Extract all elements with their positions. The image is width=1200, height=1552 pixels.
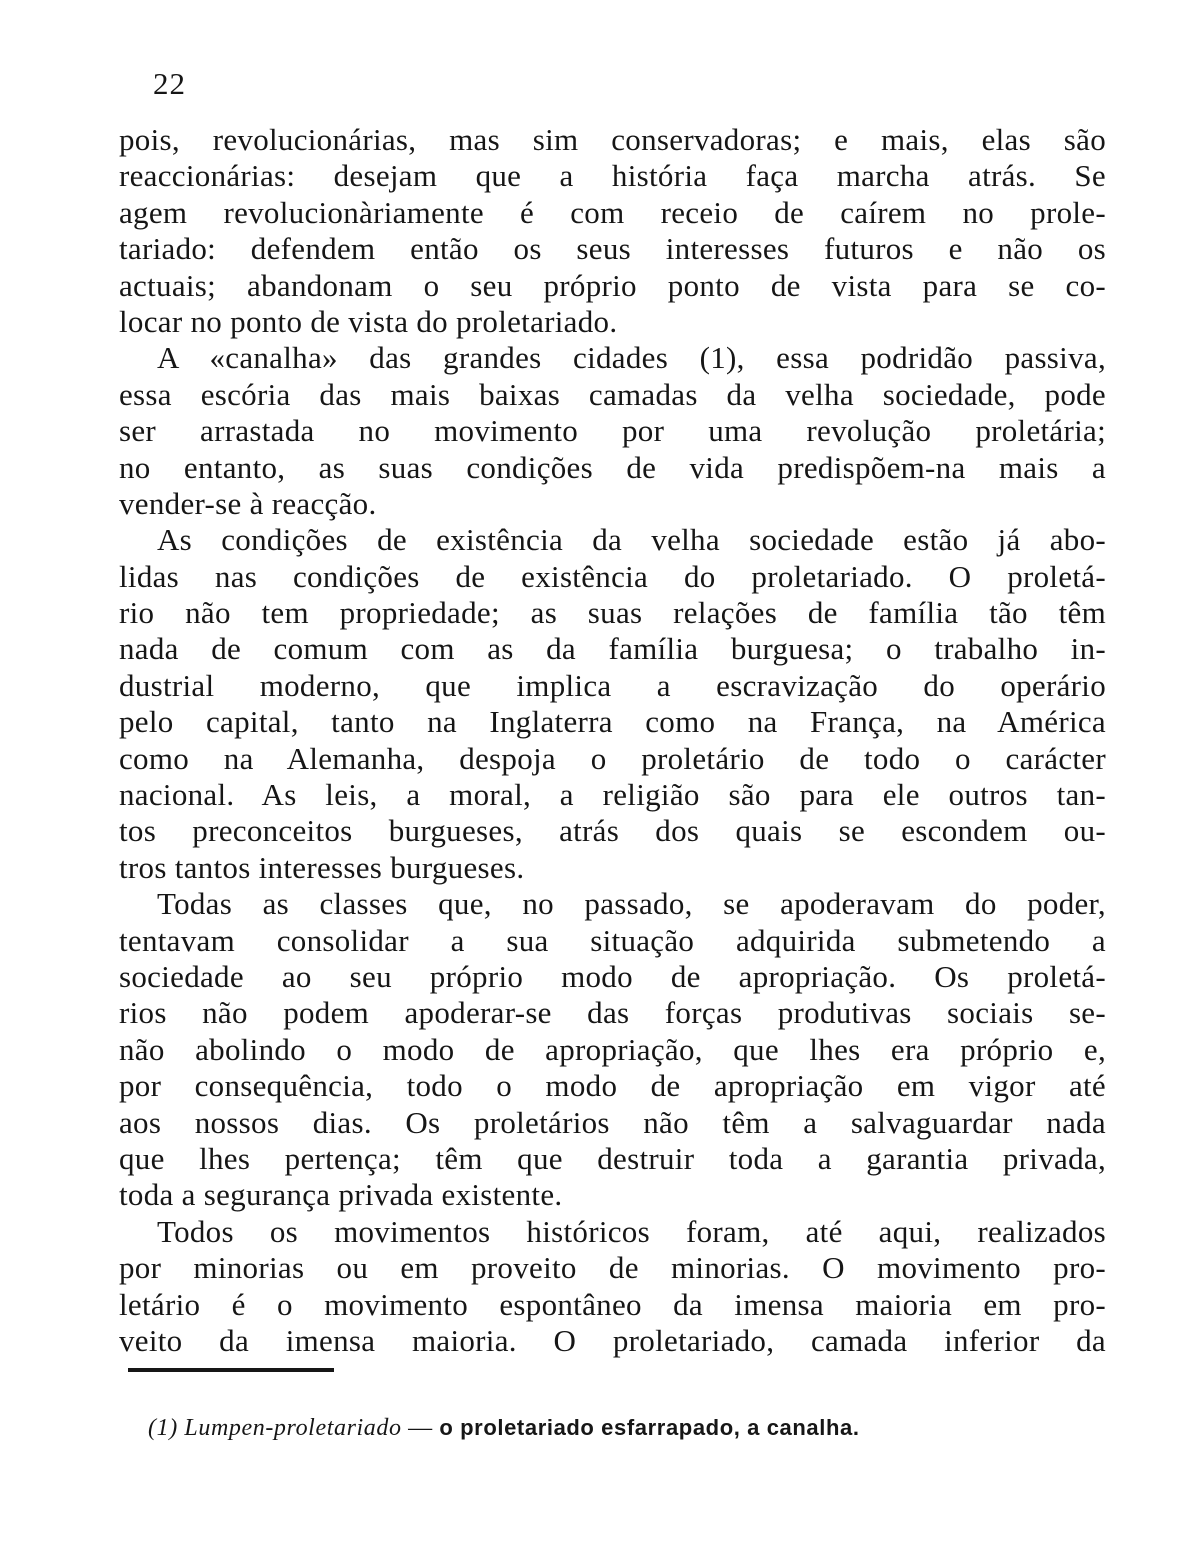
text-line: aos nossos dias. Os proletários não têm a salvaguardar nada bbox=[119, 1104, 1106, 1140]
text-line: reaccionárias: desejam que a história faça marcha atrás. Se bbox=[119, 158, 1106, 194]
text-line: As condições de existência da velha sociedade estão já abo- bbox=[157, 522, 1106, 558]
text-line: rio não tem propriedade; as suas relações de família tão têm bbox=[119, 595, 1106, 631]
text-line: pois, revolucionárias, mas sim conservadoras; e mais, elas são bbox=[119, 122, 1106, 157]
text-line: tros tantos interesses burgueses. bbox=[119, 849, 525, 885]
text-line: tos preconceitos burgueses, atrás dos quais se escondem ou- bbox=[119, 813, 1106, 849]
text-line: toda a segurança privada existente. bbox=[119, 1177, 563, 1213]
footnote-separator: — bbox=[401, 1415, 440, 1441]
footnote bbox=[148, 1415, 1088, 1442]
text-line: por consequência, todo o modo de apropriação em vigor até bbox=[119, 1068, 1106, 1104]
text-line: agem revolucionàriamente é com receio de caírem no prole- bbox=[119, 194, 1106, 230]
footnote-term: Lumpen-proletariado bbox=[184, 1415, 402, 1441]
text-line: nacional. As leis, a moral, a religião são para ele outros tan- bbox=[119, 777, 1106, 813]
body-text bbox=[119, 122, 1106, 1359]
text-line: locar no ponto de vista do proletariado. bbox=[119, 303, 618, 339]
text-line: sociedade ao seu próprio modo de apropriação. Os proletá- bbox=[119, 958, 1106, 994]
footnote-label: (1) bbox=[148, 1415, 178, 1441]
text-line: actuais; abandonam o seu próprio ponto de vista para se co- bbox=[119, 267, 1106, 303]
text-line: essa escória das mais baixas camadas da velha sociedade, pode bbox=[119, 376, 1106, 412]
text-line: veito da imensa maioria. O proletariado, camada inferior da bbox=[119, 1322, 1106, 1358]
text-line: nada de comum com as da família burguesa; o trabalho in- bbox=[119, 631, 1106, 667]
footnote-rule bbox=[128, 1368, 334, 1372]
text-line: tariado: defendem então os seus interesses futuros e não os bbox=[119, 231, 1106, 267]
text-line: não abolindo o modo de apropriação, que lhes era próprio e, bbox=[119, 1031, 1106, 1067]
text-line: que lhes pertença; têm que destruir toda a garantia privada, bbox=[119, 1140, 1106, 1176]
text-line: tentavam consolidar a sua situação adquirida submetendo a bbox=[119, 922, 1106, 958]
text-line: A «canalha» das grandes cidades (1), essa podridão passiva, bbox=[157, 340, 1106, 376]
text-line: letário é o movimento espontâneo da imensa maioria em pro- bbox=[119, 1286, 1106, 1322]
text-line: ser arrastada no movimento por uma revolução proletária; bbox=[119, 413, 1106, 449]
text-line: dustrial moderno, que implica a escravização do operário bbox=[119, 667, 1106, 703]
text-line: Todos os movimentos históricos foram, até aqui, realizados bbox=[157, 1213, 1106, 1249]
text-line: no entanto, as suas condições de vida predispõem-na mais a bbox=[119, 449, 1106, 485]
page-number: 22 bbox=[153, 66, 186, 101]
text-line: Todas as classes que, no passado, se apoderavam do poder, bbox=[157, 886, 1106, 922]
text-line: pelo capital, tanto na Inglaterra como na França, na América bbox=[119, 704, 1106, 740]
text-line: lidas nas condições de existência do proletariado. O proletá- bbox=[119, 558, 1106, 594]
text-line: rios não podem apoderar-se das forças produtivas sociais se- bbox=[119, 995, 1106, 1031]
footnote-text: o proletariado esfarrapado, a canalha. bbox=[439, 1415, 860, 1440]
text-line: vender-se à reacção. bbox=[119, 485, 377, 521]
text-line: por minorias ou em proveito de minorias. O movimento pro- bbox=[119, 1250, 1106, 1286]
text-line: como na Alemanha, despoja o proletário de todo o carácter bbox=[119, 740, 1106, 776]
